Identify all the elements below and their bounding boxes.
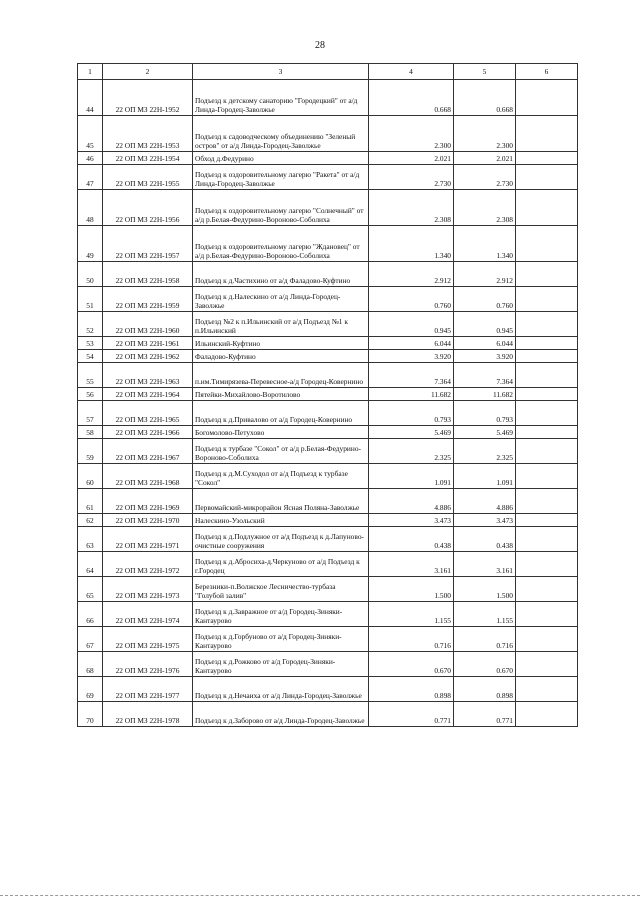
- road-name: Пятейки-Михайлово-Воротилово: [193, 388, 369, 401]
- row-number: 68: [78, 652, 103, 677]
- length-total: 2.912: [369, 262, 454, 287]
- table-row: [78, 312, 578, 337]
- road-code: 22 ОП МЗ 22Н-1971: [103, 527, 193, 552]
- notes-cell: [516, 552, 578, 577]
- length-total: 3.473: [369, 514, 454, 527]
- road-code: 22 ОП МЗ 22Н-1953: [103, 116, 193, 152]
- table-row: [78, 226, 578, 262]
- table-row: [78, 388, 578, 401]
- length-value: 11.682: [454, 388, 516, 401]
- length-total: 1.091: [369, 464, 454, 489]
- road-code: 22 ОП МЗ 22Н-1957: [103, 226, 193, 262]
- road-code: 22 ОП МЗ 22Н-1956: [103, 190, 193, 226]
- road-name: Подъезд к д.Подлужное от а/д Подъезд к д.Лапуново-очистные сооружения: [193, 527, 369, 552]
- table-row: [78, 80, 578, 116]
- road-name: Подъезд к д.Привалово от а/д Городец-Ковернино: [193, 401, 369, 426]
- length-value: 2.300: [454, 116, 516, 152]
- road-code: 22 ОП МЗ 22Н-1966: [103, 426, 193, 439]
- row-number: 62: [78, 514, 103, 527]
- row-number: 53: [78, 337, 103, 350]
- road-name: Подъезд к д.Горбуново от а/д Городец-Зиняки-Кантаурово: [193, 627, 369, 652]
- road-name: Богомолово-Петухово: [193, 426, 369, 439]
- notes-cell: [516, 388, 578, 401]
- roads-table: [77, 63, 578, 727]
- length-total: 5.469: [369, 426, 454, 439]
- notes-cell: [516, 262, 578, 287]
- road-name: Ильинский-Куфтино: [193, 337, 369, 350]
- road-code: 22 ОП МЗ 22Н-1968: [103, 464, 193, 489]
- length-value: 1.091: [454, 464, 516, 489]
- road-code: 22 ОП МЗ 22Н-1976: [103, 652, 193, 677]
- length-total: 0.793: [369, 401, 454, 426]
- road-code: 22 ОП МЗ 22Н-1969: [103, 489, 193, 514]
- row-number: 55: [78, 363, 103, 388]
- length-total: 0.716: [369, 627, 454, 652]
- length-value: 1.155: [454, 602, 516, 627]
- notes-cell: [516, 287, 578, 312]
- length-total: 0.668: [369, 80, 454, 116]
- length-value: 0.793: [454, 401, 516, 426]
- table-row: [78, 702, 578, 727]
- length-total: 1.340: [369, 226, 454, 262]
- length-total: 1.500: [369, 577, 454, 602]
- road-name: Подъезд к д.Абросиха-д.Черкуново от а/д Подъезд к г.Городец: [193, 552, 369, 577]
- row-number: 60: [78, 464, 103, 489]
- length-total: 7.364: [369, 363, 454, 388]
- road-name: Подъезд к оздоровительному лагерю "Солнечный" от а/д р.Белая-Федурино-Вороново-Соболиха: [193, 190, 369, 226]
- length-total: 2.021: [369, 152, 454, 165]
- road-name: Подъезд к детскому санаторию "Городецкий" от а/д Линда-Городец-Заволжье: [193, 80, 369, 116]
- row-number: 57: [78, 401, 103, 426]
- notes-cell: [516, 190, 578, 226]
- table-row: [78, 262, 578, 287]
- row-number: 64: [78, 552, 103, 577]
- column-header: 4: [369, 64, 454, 80]
- row-number: 56: [78, 388, 103, 401]
- road-code: 22 ОП МЗ 22Н-1965: [103, 401, 193, 426]
- road-code: 22 ОП МЗ 22Н-1952: [103, 80, 193, 116]
- length-value: 0.668: [454, 80, 516, 116]
- header-row: [78, 64, 578, 80]
- length-value: 6.044: [454, 337, 516, 350]
- table-row: [78, 514, 578, 527]
- road-code: 22 ОП МЗ 22Н-1970: [103, 514, 193, 527]
- table-row: [78, 489, 578, 514]
- notes-cell: [516, 514, 578, 527]
- notes-cell: [516, 702, 578, 727]
- table-row: [78, 350, 578, 363]
- notes-cell: [516, 80, 578, 116]
- row-number: 48: [78, 190, 103, 226]
- notes-cell: [516, 116, 578, 152]
- table-row: [78, 401, 578, 426]
- column-header: 3: [193, 64, 369, 80]
- length-value: 0.438: [454, 527, 516, 552]
- notes-cell: [516, 627, 578, 652]
- length-value: 3.161: [454, 552, 516, 577]
- road-name: Подъезд к д.Рожково от а/д Городец-Зиняки-Кантаурово: [193, 652, 369, 677]
- notes-cell: [516, 165, 578, 190]
- road-name: Подъезд к д.Частихино от а/д Фаладово-Куфтино: [193, 262, 369, 287]
- notes-cell: [516, 464, 578, 489]
- row-number: 54: [78, 350, 103, 363]
- road-code: 22 ОП МЗ 22Н-1967: [103, 439, 193, 464]
- road-code: 22 ОП МЗ 22Н-1961: [103, 337, 193, 350]
- road-name: Подъезд к д.Налескино от а/д Линда-Городец-Заволжье: [193, 287, 369, 312]
- table-row: [78, 190, 578, 226]
- table-row: [78, 363, 578, 388]
- road-name: Подъезд к д.Нечаиха от а/д Линда-Городец-Заволжье: [193, 677, 369, 702]
- road-name: Подъезд к д.М.Суходол от а/д Подъезд к турбазе "Сокол": [193, 464, 369, 489]
- row-number: 70: [78, 702, 103, 727]
- length-total: 0.771: [369, 702, 454, 727]
- table-row: [78, 677, 578, 702]
- row-number: 58: [78, 426, 103, 439]
- row-number: 45: [78, 116, 103, 152]
- length-value: 0.670: [454, 652, 516, 677]
- length-total: 11.682: [369, 388, 454, 401]
- length-value: 3.920: [454, 350, 516, 363]
- length-total: 6.044: [369, 337, 454, 350]
- table-row: [78, 464, 578, 489]
- notes-cell: [516, 677, 578, 702]
- length-total: 1.155: [369, 602, 454, 627]
- road-code: 22 ОП МЗ 22Н-1962: [103, 350, 193, 363]
- length-total: 2.300: [369, 116, 454, 152]
- length-value: 2.308: [454, 190, 516, 226]
- table-row: [78, 287, 578, 312]
- length-total: 0.898: [369, 677, 454, 702]
- table-row: [78, 152, 578, 165]
- length-value: 0.716: [454, 627, 516, 652]
- length-value: 2.730: [454, 165, 516, 190]
- length-value: 4.886: [454, 489, 516, 514]
- row-number: 46: [78, 152, 103, 165]
- road-name: Обход д.Федурино: [193, 152, 369, 165]
- row-number: 50: [78, 262, 103, 287]
- road-code: 22 ОП МЗ 22Н-1958: [103, 262, 193, 287]
- road-code: 22 ОП МЗ 22Н-1977: [103, 677, 193, 702]
- notes-cell: [516, 602, 578, 627]
- length-value: 7.364: [454, 363, 516, 388]
- road-code: 22 ОП МЗ 22Н-1974: [103, 602, 193, 627]
- length-total: 2.308: [369, 190, 454, 226]
- road-name: Первомайский-микрорайон Ясная Поляна-Заволжье: [193, 489, 369, 514]
- notes-cell: [516, 312, 578, 337]
- notes-cell: [516, 426, 578, 439]
- road-name: Подъезд к д.Заборово от а/д Линда-Городец-Заволжье: [193, 702, 369, 727]
- length-value: 1.500: [454, 577, 516, 602]
- road-name: Подъезд №2 к п.Ильинский от а/д Подъезд №1 к п.Ильинский: [193, 312, 369, 337]
- length-value: 0.945: [454, 312, 516, 337]
- length-value: 2.021: [454, 152, 516, 165]
- table-row: [78, 337, 578, 350]
- notes-cell: [516, 401, 578, 426]
- length-total: 3.920: [369, 350, 454, 363]
- length-value: 0.898: [454, 677, 516, 702]
- length-value: 2.912: [454, 262, 516, 287]
- road-name: Фаладово-Куфтино: [193, 350, 369, 363]
- road-code: 22 ОП МЗ 22Н-1954: [103, 152, 193, 165]
- table-row: [78, 439, 578, 464]
- road-code: 22 ОП МЗ 22Н-1964: [103, 388, 193, 401]
- road-code: 22 ОП МЗ 22Н-1955: [103, 165, 193, 190]
- notes-cell: [516, 577, 578, 602]
- road-name: Березники-п.Волжское Лесничество-турбаза "Голубой залив": [193, 577, 369, 602]
- row-number: 59: [78, 439, 103, 464]
- road-code: 22 ОП МЗ 22Н-1963: [103, 363, 193, 388]
- row-number: 49: [78, 226, 103, 262]
- road-name: Налескино-Узольский: [193, 514, 369, 527]
- length-total: 2.730: [369, 165, 454, 190]
- table-row: [78, 527, 578, 552]
- length-value: 0.760: [454, 287, 516, 312]
- table-row: [78, 426, 578, 439]
- column-header: 5: [454, 64, 516, 80]
- length-value: 2.325: [454, 439, 516, 464]
- road-name: п.им.Тимирязева-Перевесное-а/д Городец-Ковернино: [193, 363, 369, 388]
- notes-cell: [516, 152, 578, 165]
- column-header: 2: [103, 64, 193, 80]
- road-name: Подъезд к турбазе "Сокол" от а/д р.Белая-Федурино-Вороново-Соболиха: [193, 439, 369, 464]
- row-number: 66: [78, 602, 103, 627]
- row-number: 51: [78, 287, 103, 312]
- road-name: Подъезд к оздоровительному лагерю "Ракета" от а/д Линда-Городец-Заволжье: [193, 165, 369, 190]
- row-number: 69: [78, 677, 103, 702]
- notes-cell: [516, 337, 578, 350]
- length-value: 1.340: [454, 226, 516, 262]
- row-number: 65: [78, 577, 103, 602]
- notes-cell: [516, 527, 578, 552]
- length-value: 3.473: [454, 514, 516, 527]
- road-name: Подъезд к оздоровительному лагерю "Ждановец" от а/д р.Белая-Федурино-Вороново-Соболиха: [193, 226, 369, 262]
- notes-cell: [516, 652, 578, 677]
- notes-cell: [516, 489, 578, 514]
- road-name: Подъезд к д.Завражное от а/д Городец-Зиняки-Кантаурово: [193, 602, 369, 627]
- notes-cell: [516, 439, 578, 464]
- length-total: 2.325: [369, 439, 454, 464]
- page-number: 28: [315, 40, 325, 51]
- table-row: [78, 552, 578, 577]
- road-code: 22 ОП МЗ 22Н-1975: [103, 627, 193, 652]
- length-total: 0.760: [369, 287, 454, 312]
- notes-cell: [516, 350, 578, 363]
- column-header: 1: [78, 64, 103, 80]
- table-row: [78, 627, 578, 652]
- row-number: 52: [78, 312, 103, 337]
- row-number: 63: [78, 527, 103, 552]
- row-number: 67: [78, 627, 103, 652]
- table-row: [78, 602, 578, 627]
- length-value: 5.469: [454, 426, 516, 439]
- row-number: 47: [78, 165, 103, 190]
- road-code: 22 ОП МЗ 22Н-1973: [103, 577, 193, 602]
- table-row: [78, 165, 578, 190]
- road-name: Подъезд к садоводческому объединению "Зеленый остров" от а/д Линда-Городец-Заволжье: [193, 116, 369, 152]
- length-total: 4.886: [369, 489, 454, 514]
- table-row: [78, 577, 578, 602]
- length-total: 0.438: [369, 527, 454, 552]
- notes-cell: [516, 226, 578, 262]
- table-row: [78, 116, 578, 152]
- table-body: [78, 80, 578, 727]
- length-total: 0.945: [369, 312, 454, 337]
- column-header: 6: [516, 64, 578, 80]
- row-number: 44: [78, 80, 103, 116]
- road-code: 22 ОП МЗ 22Н-1960: [103, 312, 193, 337]
- scan-edge-divider: [0, 895, 640, 896]
- road-code: 22 ОП МЗ 22Н-1972: [103, 552, 193, 577]
- length-total: 3.161: [369, 552, 454, 577]
- road-code: 22 ОП МЗ 22Н-1959: [103, 287, 193, 312]
- length-total: 0.670: [369, 652, 454, 677]
- notes-cell: [516, 363, 578, 388]
- road-code: 22 ОП МЗ 22Н-1978: [103, 702, 193, 727]
- length-value: 0.771: [454, 702, 516, 727]
- table-row: [78, 652, 578, 677]
- row-number: 61: [78, 489, 103, 514]
